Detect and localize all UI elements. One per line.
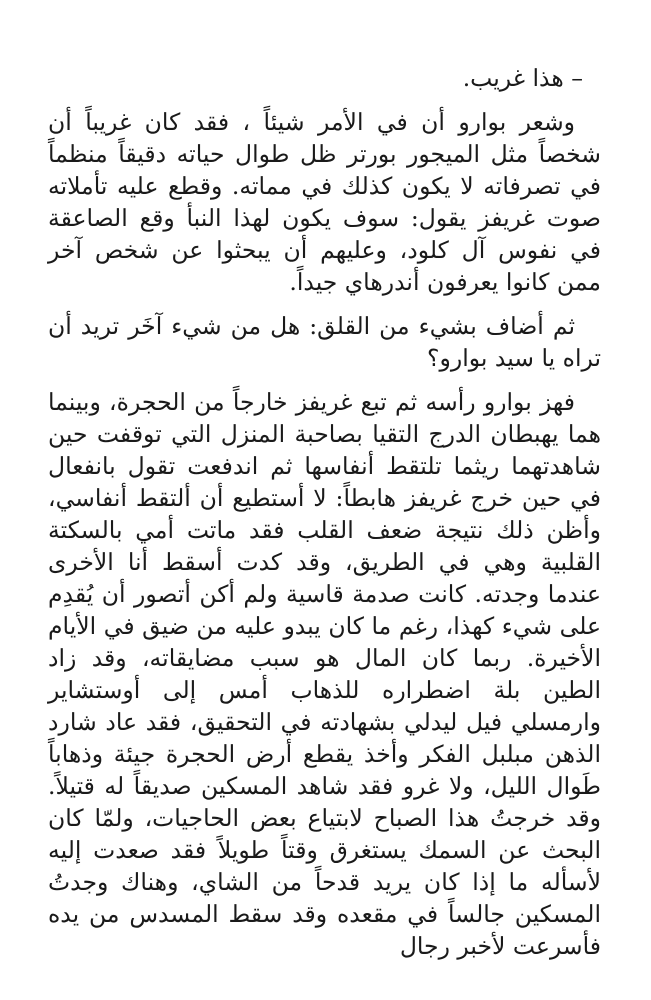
- dialogue-line-strange: – هذا غريب.: [462, 64, 583, 92]
- paragraph-landlady-account: فهز بوارو رأسه ثم تبع غريفز خارجاً من الحجرة، وبينما هما يهبطان الدرج التقيا بصاحبة المنزل التي توقفت حين شاهدتهما ريثما تلتقط أنفاسها ثم اندفعت تقول بانفعال في حين خرج غريفز هابطاً: لا أستطيع أن ألتقط أنفاسي، وأظن ذلك نتيجة ضعف القلب فقد ماتت أمي بالسكتة القلبية وهي في الطريق، وقد كدت أسقط أنا الأخرى عندما وجدته. كانت صدمة قاسية ولم أكن أتصور أن يُقدِم على شيء كهذا، رغم ما كان يبدو عليه من ضيق في الأيام الأخيرة. ربما كان المال هو سبب مضايقاته، وقد زاد الطين بلة اضطراره للذهاب أمس إلى أوستشاير وارمسلي فيل ليدلي بشهادته في التحقيق، فقد عاد شارد الذهن مبلبل الفكر وأخذ يقطع أرض الحجرة جيئة وذهاباً طَوال الليل، ولا غرو فقد شاهد المسكين صديقاً له قتيلاً. وقد خرجتُ هذا الصباح لابتياع بعض الحاجيات، ولمّا كان البحث عن السمك يستغرق وقتاً طويلاً فقد صعدت إليه لأسأله ما إذا كان يريد قدحاً من الشاي، وهناك وجدتُ المسكين جالساً في مقعده وقد سقط المسدس من يده فأسرعت لأخبر رجال: [48, 388, 601, 960]
- paragraph-poirot-thoughts: وشعر بوارو أن في الأمر شيئاً ، فقد كان غريباً أن شخصاً مثل الميجور بورتر ظل طوال حياته دقيقاً منظماً في تصرفاته لا يكون كذلك في مماته. وقطع عليه تأملاته صوت غريفز يقول: سوف يكون لهذا النبأ وقع الصاعقة في نفوس آل كلود، وعليهم أن يبحثوا عن شخص آخر ممن كانوا يعرفون أندرهاي جيداً.: [48, 108, 601, 296]
- paragraph-graves-question: ثم أضاف بشيء من القلق: هل من شيء آخَر تريد أن تراه يا سيد بوارو؟: [48, 312, 601, 372]
